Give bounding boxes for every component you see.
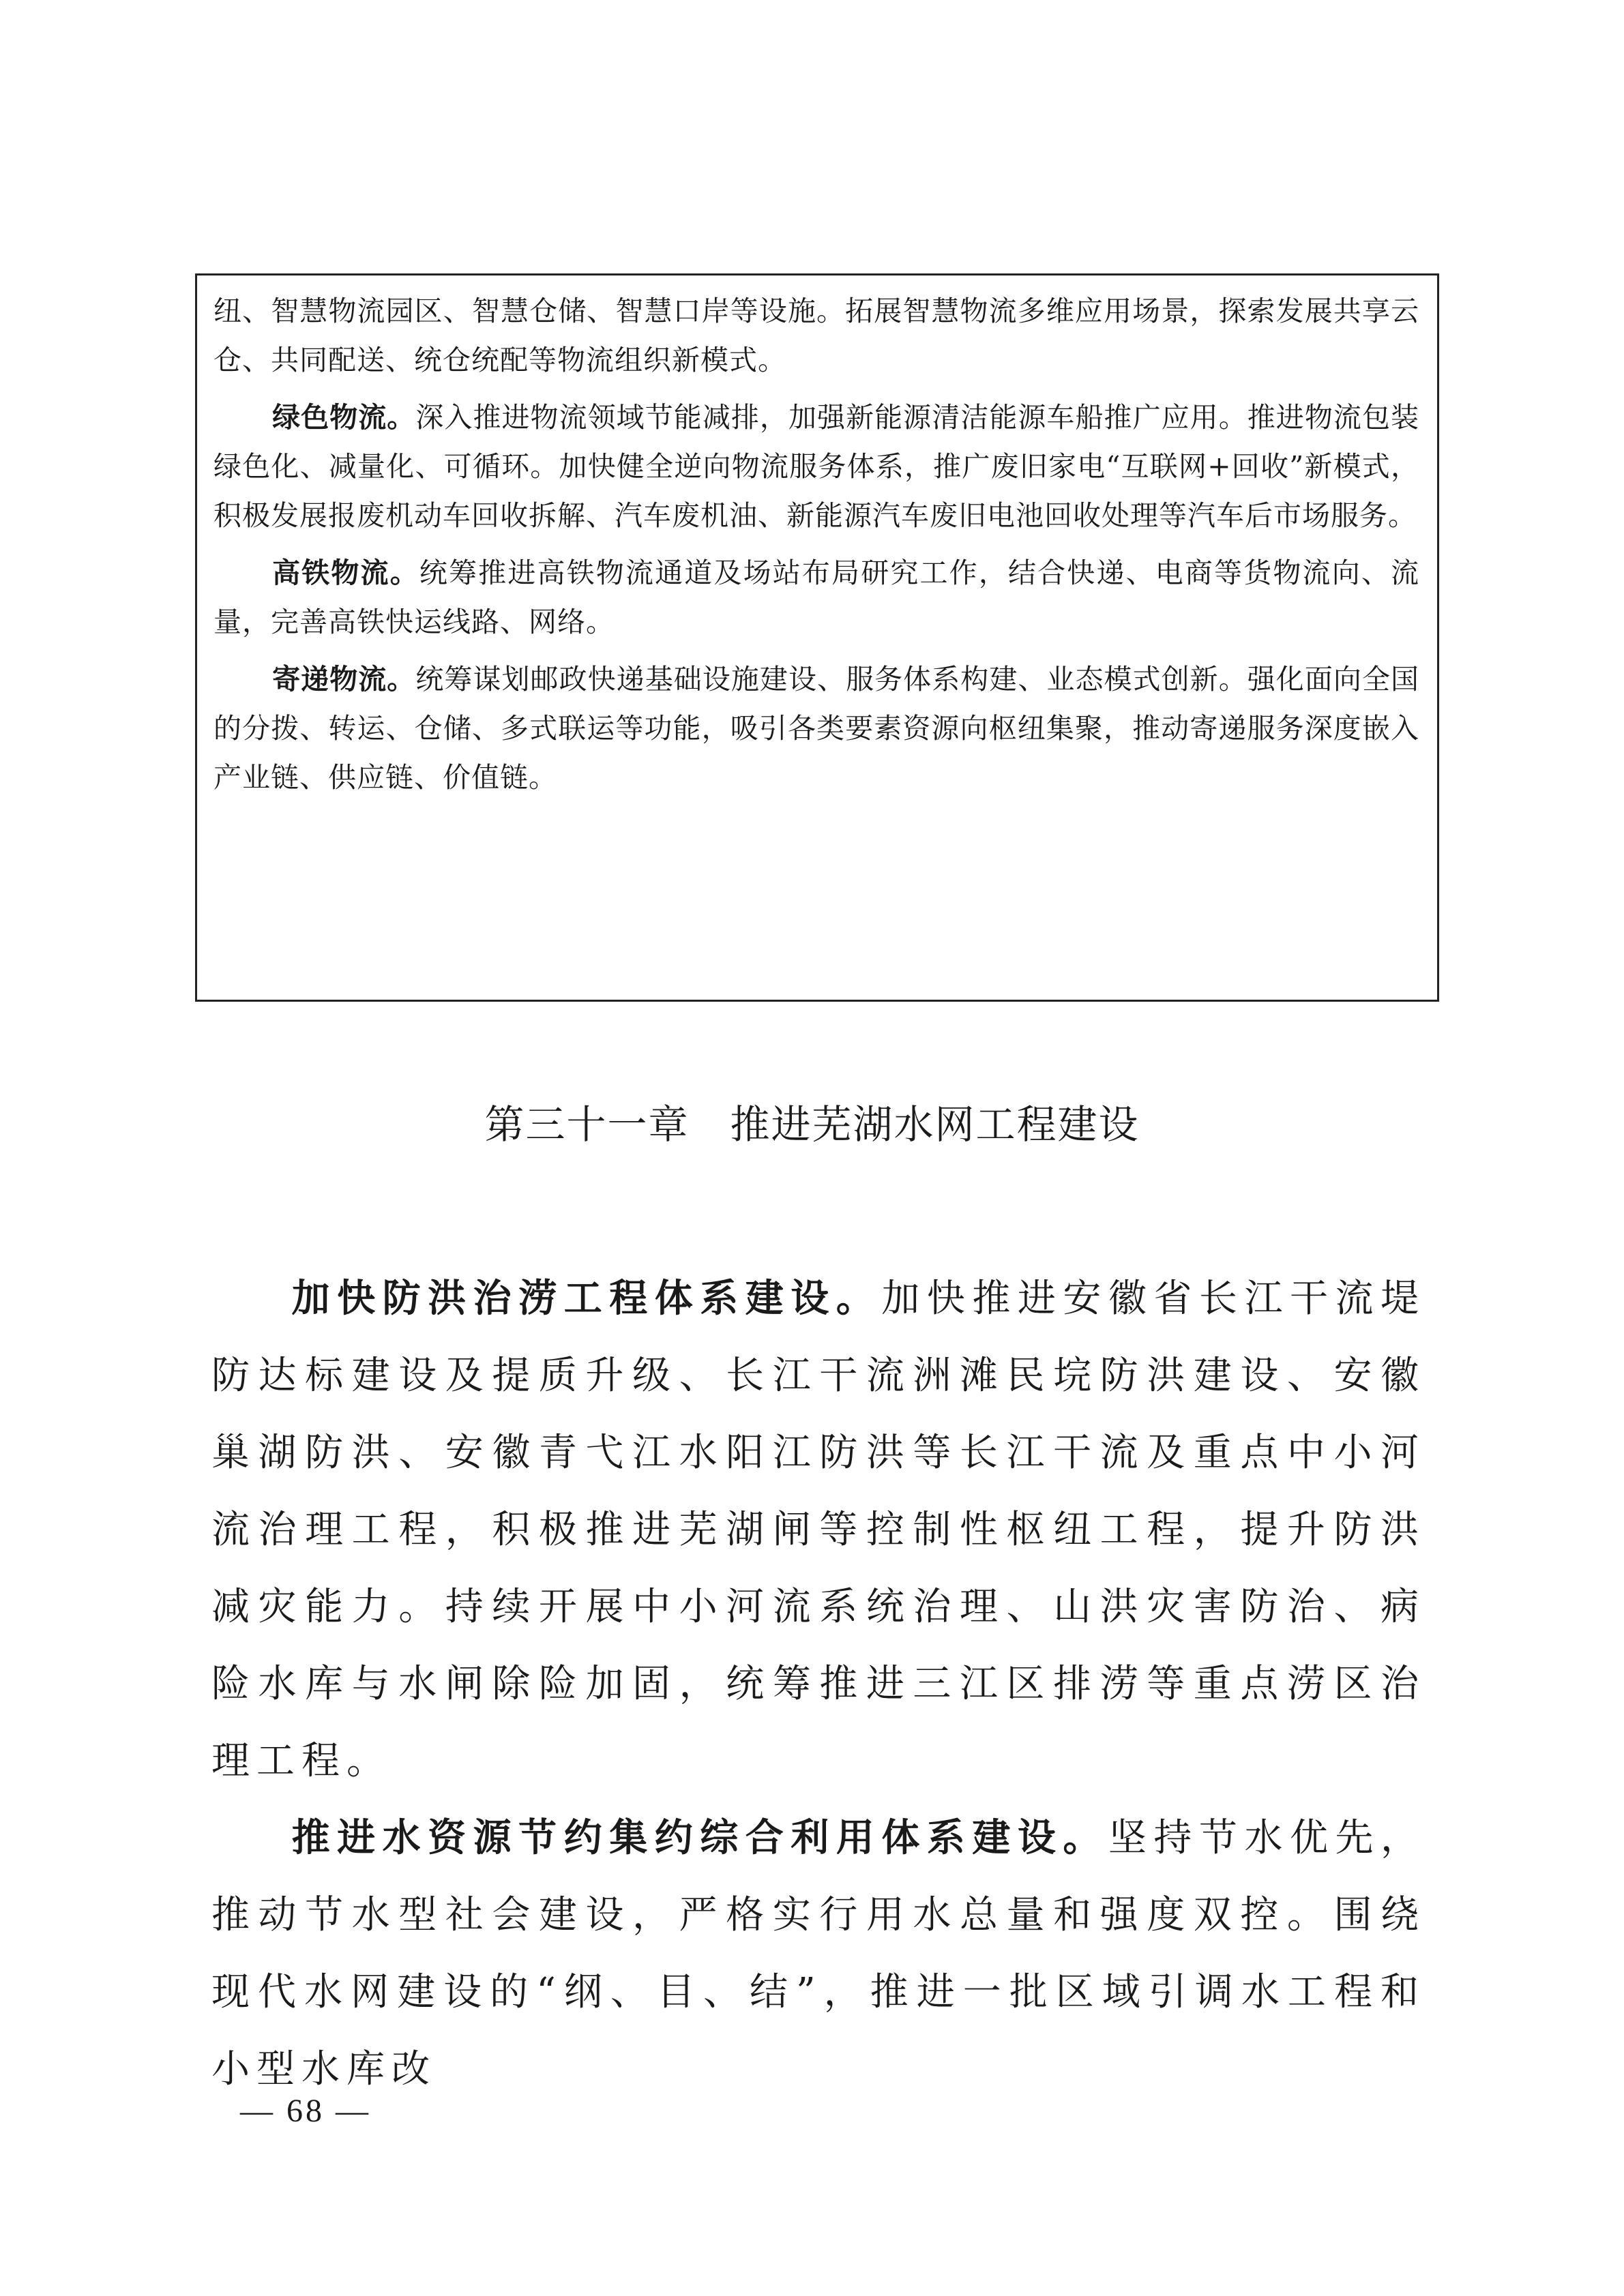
paragraph-text: 统筹谋划邮政快递基础设施建设、服务体系构建、业态模式创新。强化面向全国的分拨、转运、仓储、多式联运等功能，吸引各类要素资源向枢纽集聚，推动寄递服务深度嵌入产业链、供应链、价值链。 — [213, 663, 1420, 794]
paragraph-text: 统筹推进高铁物流通道及场站布局研究工作，结合快递、电商等货物流向、流量，完善高铁快运线路、网络。 — [213, 556, 1420, 638]
paragraph-term: 绿色物流。 — [272, 401, 416, 434]
box-paragraph-delivery-logistics — [213, 655, 1419, 802]
box-paragraph-smart-logistics — [213, 286, 1419, 385]
paragraph-term: 高铁物流。 — [272, 556, 419, 589]
paragraph-text: 坚持节水优先，推动节水型社会建设，严格实行用水总量和强度双控。围绕现代水网建设的“纲、目、结”，推进一批区域引调水工程和小型水库改 — [211, 1816, 1426, 2091]
page-number: — 68 — — [240, 2093, 371, 2129]
box-paragraph-green-logistics — [213, 393, 1419, 540]
paragraph-text: 深入推进物流领域节能减排，加强新能源清洁能源车船推广应用。推进物流包装绿色化、减量化、可循环。加快健全逆向物流服务体系，推广废旧家电“互联网+回收”新模式，积极发展报废机动车回收拆解、汽车废机油、新能源汽车废旧电池回收处理等汽车后市场服务。 — [213, 401, 1420, 532]
boxed-text-panel — [195, 273, 1439, 1002]
paragraph-lead: 加快防洪治涝工程体系建设。 — [291, 1276, 882, 1321]
paragraph-term: 寄递物流。 — [272, 663, 416, 696]
paragraph-text: 加快推进安徽省长江干流堤防达标建设及提质升级、长江干流洲滩民垸防洪建设、安徽巢湖防洪、安徽青弋江水阳江防洪等长江干流及重点中小河流治理工程，积极推进芜湖闸等控制性枢纽工程，提升防洪减灾能力。持续开展中小河流系统治理、山洪灾害防治、病险水库与水闸除险加固，统筹推进三江区排涝等重点涝区治理工程。 — [211, 1277, 1426, 1783]
body-paragraph-water-resources — [211, 1800, 1426, 2108]
paragraph-text: 纽、智慧物流园区、智慧仓储、智慧口岸等设施。拓展智慧物流多维应用场景，探索发展共享云仓、共同配送、统仓统配等物流组织新模式。 — [213, 295, 1419, 376]
paragraph-lead: 推进水资源节约集约综合利用体系建设。 — [291, 1815, 1108, 1860]
box-paragraph-high-speed-rail-logistics — [213, 548, 1419, 646]
body-text — [211, 1260, 1426, 2108]
chapter-title: 第三十一章 推进芜湖水网工程建设 — [484, 1101, 1140, 1148]
body-paragraph-flood-control — [211, 1260, 1426, 1800]
